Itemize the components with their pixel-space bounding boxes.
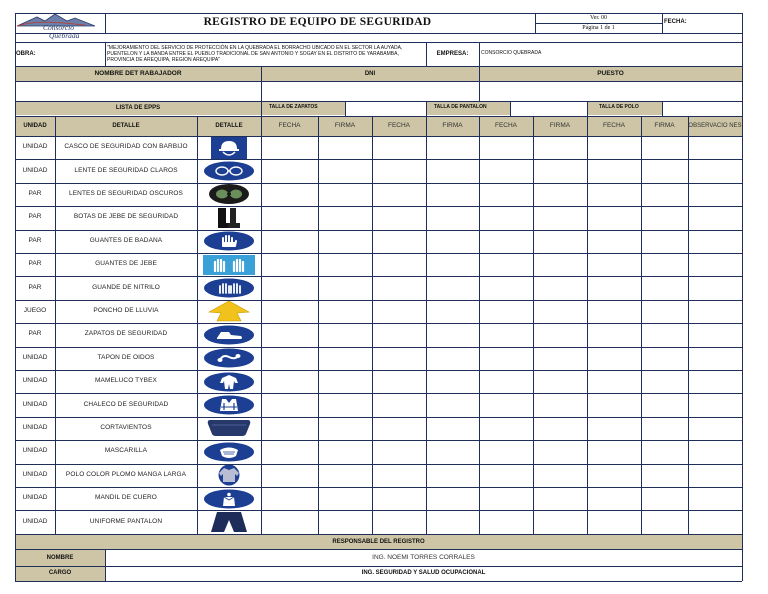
fecha-field[interactable] <box>587 300 641 323</box>
fecha-field[interactable] <box>587 370 641 393</box>
fecha-field[interactable] <box>372 276 426 299</box>
column-header: FIRMA <box>334 121 356 129</box>
column-header: FIRMA <box>654 121 675 129</box>
unit-cell: JUEGO <box>23 307 47 315</box>
unit-cell: UNIDAD <box>22 494 48 502</box>
grid-line <box>587 116 588 535</box>
detail-cell: POLO COLOR PLOMO MANGA LARGA <box>65 470 187 478</box>
firma-field[interactable] <box>533 440 587 463</box>
fecha-label: FECHA: <box>664 19 687 26</box>
fecha-field[interactable] <box>587 510 641 533</box>
footer-nombre-label: NOMBRE <box>46 554 74 561</box>
fecha-field[interactable] <box>479 347 533 370</box>
fecha-field[interactable] <box>261 487 318 510</box>
fecha-field[interactable] <box>479 440 533 463</box>
fecha-field[interactable] <box>479 230 533 253</box>
grid-line <box>15 534 742 535</box>
firma-field[interactable] <box>426 276 479 299</box>
grid-line <box>426 42 427 66</box>
firma-field[interactable] <box>641 230 688 253</box>
fecha-field[interactable] <box>479 159 533 182</box>
observaciones-field[interactable] <box>688 393 742 416</box>
detail-cell: MAMELUCO TYBEX <box>95 377 157 385</box>
firma-field[interactable] <box>641 183 688 206</box>
unit-cell: PAR <box>28 283 42 291</box>
fecha-field[interactable] <box>479 323 533 346</box>
grid-line <box>15 183 742 184</box>
grid-line <box>15 136 742 137</box>
detail-cell: MANDIL DE CUERO <box>95 494 157 502</box>
unit-cell: PAR <box>28 213 42 221</box>
fecha-field[interactable] <box>372 464 426 487</box>
fecha-field[interactable] <box>261 440 318 463</box>
firma-field[interactable] <box>426 183 479 206</box>
firma-field[interactable] <box>426 393 479 416</box>
grid-line <box>318 116 319 535</box>
unit-cell: UNIDAD <box>22 470 48 478</box>
fecha-field[interactable] <box>587 347 641 370</box>
observaciones-field[interactable] <box>688 417 742 440</box>
fecha-field[interactable] <box>261 276 318 299</box>
fecha-field[interactable] <box>261 159 318 182</box>
grid-line <box>662 101 663 116</box>
grid-line <box>15 370 742 371</box>
grid-line <box>426 101 427 116</box>
fecha-field[interactable] <box>372 253 426 276</box>
firma-field[interactable] <box>318 440 372 463</box>
fecha-field[interactable] <box>479 417 533 440</box>
firma-field[interactable] <box>641 206 688 229</box>
unit-cell: UNIDAD <box>22 353 48 361</box>
observaciones-field[interactable] <box>688 347 742 370</box>
observaciones-field[interactable] <box>688 253 742 276</box>
unit-cell: PAR <box>28 330 42 338</box>
firma-field[interactable] <box>641 464 688 487</box>
detail-cell: CHALECO DE SEGURIDAD <box>83 400 169 408</box>
firma-field[interactable] <box>318 136 372 159</box>
fecha-field[interactable] <box>372 417 426 440</box>
page-text: Página 1 de 1 <box>582 24 615 31</box>
firma-field[interactable] <box>426 487 479 510</box>
grid-line <box>15 510 742 511</box>
observaciones-field[interactable] <box>688 300 742 323</box>
helmet-icon <box>197 136 261 159</box>
grid-line <box>510 101 511 116</box>
fecha-field[interactable] <box>261 417 318 440</box>
long-sleeve-shirt-icon <box>197 464 261 487</box>
dni-label: DNI <box>364 70 376 77</box>
firma-field[interactable] <box>426 464 479 487</box>
column-header: FIRMA <box>549 121 571 129</box>
fecha-field[interactable] <box>479 487 533 510</box>
leather-apron-icon <box>197 487 261 510</box>
footer-cargo-label: CARGO <box>48 570 72 577</box>
detail-cell: LENTES DE SEGURIDAD OSCUROS <box>69 190 183 198</box>
firma-field[interactable] <box>533 393 587 416</box>
grid-line <box>15 116 742 117</box>
grid-line <box>15 81 742 82</box>
grid-line <box>641 116 642 535</box>
empresa-label: EMPRESA: <box>436 50 469 57</box>
detail-cell: GUANTES DE BADANA <box>89 236 163 244</box>
column-header: FECHA <box>278 121 301 129</box>
firma-field[interactable] <box>533 230 587 253</box>
grid-line <box>15 487 742 488</box>
grid-line <box>261 67 262 101</box>
fecha-field[interactable] <box>479 183 533 206</box>
fecha-field[interactable] <box>587 136 641 159</box>
lista-epps-label: LISTA DE EPPS <box>115 104 161 111</box>
grid-line <box>479 67 480 101</box>
fecha-field[interactable] <box>479 300 533 323</box>
nombre-trabajador-label: NOMBRE DET RABAJADOR <box>94 69 182 77</box>
rubber-boots-icon <box>197 206 261 229</box>
grid-line <box>345 101 346 116</box>
earplug-icon <box>197 347 261 370</box>
firma-field[interactable] <box>426 253 479 276</box>
vest-icon <box>197 393 261 416</box>
firma-field[interactable] <box>426 159 479 182</box>
grid-line <box>535 13 536 33</box>
firma-field[interactable] <box>533 183 587 206</box>
firma-field[interactable] <box>318 300 372 323</box>
grid-line <box>15 566 742 567</box>
grid-line <box>535 23 662 24</box>
nitrile-gloves-icon <box>197 276 261 299</box>
unit-cell: UNIDAD <box>22 517 48 525</box>
firma-field[interactable] <box>533 347 587 370</box>
rubber-gloves-icon <box>197 253 261 276</box>
logo-line2: Quebrada <box>49 31 80 40</box>
firma-field[interactable] <box>641 276 688 299</box>
fecha-field[interactable] <box>587 440 641 463</box>
firma-field[interactable] <box>533 417 587 440</box>
footer-nombre-value: ING. NOEMI TORRES CORRALES <box>372 553 475 561</box>
grid-line <box>105 549 106 581</box>
grid-line <box>15 549 742 550</box>
firma-field[interactable] <box>426 323 479 346</box>
firma-field[interactable] <box>641 323 688 346</box>
firma-field[interactable] <box>318 230 372 253</box>
detail-cell: ZAPATOS DE SEGURIDAD <box>84 330 168 338</box>
firma-field[interactable] <box>318 417 372 440</box>
detail-cell: CORTAVIENTOS <box>100 424 152 432</box>
fecha-field[interactable] <box>372 347 426 370</box>
firma-field[interactable] <box>318 347 372 370</box>
company-logo <box>15 13 107 41</box>
firma-field[interactable] <box>533 136 587 159</box>
observaciones-field[interactable] <box>688 510 742 533</box>
grid-line <box>15 13 742 14</box>
grid-line <box>15 206 742 207</box>
grid-line <box>261 116 262 535</box>
fecha-field[interactable] <box>372 183 426 206</box>
fecha-field[interactable] <box>479 393 533 416</box>
fecha-field[interactable] <box>587 183 641 206</box>
firma-field[interactable] <box>641 300 688 323</box>
grid-line <box>479 116 480 535</box>
firma-field[interactable] <box>641 487 688 510</box>
fecha-field[interactable] <box>587 417 641 440</box>
grid-line <box>15 581 742 582</box>
fecha-field[interactable] <box>479 510 533 533</box>
firma-field[interactable] <box>426 440 479 463</box>
firma-field[interactable] <box>533 253 587 276</box>
grid-line <box>15 323 742 324</box>
grid-line <box>15 347 742 348</box>
observaciones-field[interactable] <box>688 323 742 346</box>
footer-cargo-value: ING. SEGURIDAD Y SALUD OCUPACIONAL <box>361 570 486 577</box>
clear-goggles-icon <box>197 159 261 182</box>
fecha-field[interactable] <box>261 464 318 487</box>
fecha-field[interactable] <box>372 230 426 253</box>
fecha-field[interactable] <box>587 206 641 229</box>
coverall-icon <box>197 370 261 393</box>
grid-line <box>15 101 742 102</box>
firma-field[interactable] <box>533 276 587 299</box>
detail-cell: PONCHO DE LLUVIA <box>93 307 159 315</box>
grid-line <box>587 101 588 116</box>
firma-field[interactable] <box>318 487 372 510</box>
fecha-field[interactable] <box>372 159 426 182</box>
column-header: DETALLE <box>112 122 140 129</box>
firma-field[interactable] <box>318 370 372 393</box>
grid-line <box>15 159 742 160</box>
firma-field[interactable] <box>426 206 479 229</box>
obra-description: "MEJORAMIENTO DEL SERVICIO DE PROTECCIÓN EN LA QUEBRADA EL BORRACHO UBICADO EN EL SECTOR LA AUYADA, PUENTELON Y LA BANDA ENTRE EL PUEBLO TRADICIONAL DE SAN ANTONIO Y SOGAY EN EL DISTRITO DE YARABAMBA, PROVINCIA DE AREQUIPA, REGION AREQUIPA" <box>107 44 403 64</box>
grid-line <box>105 13 106 33</box>
firma-field[interactable] <box>426 510 479 533</box>
fecha-field[interactable] <box>372 206 426 229</box>
fecha-field[interactable] <box>587 393 641 416</box>
grid-line <box>688 116 689 535</box>
firma-field[interactable] <box>318 393 372 416</box>
puesto-label: PUESTO <box>597 69 624 77</box>
grid-line <box>15 42 742 43</box>
grid-line <box>372 116 373 535</box>
grid-line <box>15 393 742 394</box>
grid-line <box>15 464 742 465</box>
firma-field[interactable] <box>318 159 372 182</box>
grid-line <box>15 253 742 254</box>
firma-field[interactable] <box>318 276 372 299</box>
dark-goggles-icon <box>197 183 261 206</box>
column-header: DETALLE <box>215 122 243 129</box>
leather-gloves-icon <box>197 230 261 253</box>
safety-shoe-icon <box>197 323 261 346</box>
firma-field[interactable] <box>318 464 372 487</box>
firma-field[interactable] <box>641 136 688 159</box>
rain-poncho-icon <box>197 300 261 323</box>
column-header: FECHA <box>494 121 518 129</box>
column-header: FIRMA <box>442 121 463 129</box>
fecha-field[interactable] <box>261 510 318 533</box>
fecha-field[interactable] <box>261 183 318 206</box>
detail-cell: BOTAS DE JEBE DE SEGURIDAD <box>73 213 179 221</box>
firma-field[interactable] <box>533 206 587 229</box>
grid-line <box>15 276 742 277</box>
unit-cell: PAR <box>28 190 42 198</box>
fecha-field[interactable] <box>479 370 533 393</box>
obra-label: OBRA: <box>16 50 36 57</box>
unit-cell: PAR <box>28 260 42 268</box>
firma-field[interactable] <box>641 417 688 440</box>
fecha-field[interactable] <box>261 393 318 416</box>
firma-field[interactable] <box>318 206 372 229</box>
fecha-field[interactable] <box>479 276 533 299</box>
fecha-field[interactable] <box>372 440 426 463</box>
detail-cell: GUANDE DE NITRILO <box>92 283 160 291</box>
observaciones-field[interactable] <box>688 136 742 159</box>
firma-field[interactable] <box>318 510 372 533</box>
fecha-field[interactable] <box>261 230 318 253</box>
fecha-field[interactable] <box>372 300 426 323</box>
fecha-field[interactable] <box>479 253 533 276</box>
detail-cell: TAPON DE OIDOS <box>97 353 155 361</box>
firma-field[interactable] <box>426 136 479 159</box>
observaciones-field[interactable] <box>688 370 742 393</box>
fecha-field[interactable] <box>479 136 533 159</box>
fecha-field[interactable] <box>261 347 318 370</box>
fecha-field[interactable] <box>479 464 533 487</box>
unit-cell: UNIDAD <box>22 166 48 174</box>
fecha-field[interactable] <box>587 464 641 487</box>
fecha-field[interactable] <box>261 300 318 323</box>
grid-line <box>15 440 742 441</box>
fecha-field[interactable] <box>372 370 426 393</box>
detail-cell: CASCO DE SEGURIDAD CON BARBIJO <box>64 143 188 151</box>
detail-cell: UNIFORME PANTALON <box>89 517 163 525</box>
form-title: REGISTRO DE EQUIPO DE SEGURIDAD <box>203 16 432 29</box>
observaciones-field[interactable] <box>688 464 742 487</box>
fecha-field[interactable] <box>372 323 426 346</box>
observaciones-field[interactable] <box>688 183 742 206</box>
grid-line <box>15 33 742 34</box>
grid-line <box>15 230 742 231</box>
grid-line <box>742 13 743 581</box>
fecha-field[interactable] <box>587 159 641 182</box>
detail-cell: MASCARILLA <box>104 447 148 455</box>
firma-field[interactable] <box>641 393 688 416</box>
pants-icon <box>197 510 261 533</box>
grid-line <box>15 13 16 581</box>
column-header: UNIDAD <box>23 122 47 129</box>
fecha-field[interactable] <box>587 276 641 299</box>
responsable-label: RESPONSABLE DEL REGISTRO <box>332 538 425 545</box>
fecha-field[interactable] <box>261 370 318 393</box>
detail-cell: LENTE DE SEGURIDAD CLAROS <box>74 166 178 174</box>
grid-line <box>55 116 56 535</box>
talla-polo-label: TALLA DE POLO <box>599 104 639 111</box>
talla-zapatos-label: TALLA DE ZAPATOS <box>269 104 318 111</box>
grid-line <box>261 101 262 116</box>
fecha-field[interactable] <box>587 323 641 346</box>
windbreaker-icon <box>197 417 261 440</box>
firma-field[interactable] <box>641 510 688 533</box>
fecha-field[interactable] <box>372 510 426 533</box>
firma-field[interactable] <box>641 440 688 463</box>
empresa-value: CONSORCIO QUEBRADA <box>481 50 542 57</box>
firma-field[interactable] <box>426 230 479 253</box>
column-header: FECHA <box>387 121 411 129</box>
firma-field[interactable] <box>533 159 587 182</box>
observaciones-field[interactable] <box>688 487 742 510</box>
observaciones-field[interactable] <box>688 276 742 299</box>
firma-field[interactable] <box>641 253 688 276</box>
version-text: Ver. 00 <box>590 14 607 21</box>
observaciones-field[interactable] <box>688 159 742 182</box>
firma-field[interactable] <box>318 183 372 206</box>
unit-cell: UNIDAD <box>22 447 48 455</box>
firma-field[interactable] <box>533 464 587 487</box>
grid-line <box>479 42 480 66</box>
fecha-field[interactable] <box>372 487 426 510</box>
fecha-field[interactable] <box>587 230 641 253</box>
grid-line <box>105 42 106 66</box>
grid-line <box>15 417 742 418</box>
firma-field[interactable] <box>426 347 479 370</box>
firma-field[interactable] <box>318 323 372 346</box>
unit-cell: UNIDAD <box>22 143 48 151</box>
grid-line <box>426 116 427 535</box>
detail-cell: GUANTES DE JEBE <box>95 260 157 268</box>
column-header: OBSERVACIO NES <box>688 122 742 129</box>
firma-field[interactable] <box>533 510 587 533</box>
grid-line <box>662 13 663 33</box>
firma-field[interactable] <box>426 300 479 323</box>
firma-field[interactable] <box>533 487 587 510</box>
talla-pantalon-label: TALLA DE PANTALON <box>434 104 487 111</box>
fecha-field[interactable] <box>479 206 533 229</box>
firma-field[interactable] <box>426 417 479 440</box>
grid-line <box>15 66 742 67</box>
fecha-field[interactable] <box>261 323 318 346</box>
grid-line <box>197 116 198 535</box>
firma-field[interactable] <box>641 370 688 393</box>
grid-line <box>533 116 534 535</box>
observaciones-field[interactable] <box>688 206 742 229</box>
logo-line1: Consorcio <box>43 23 74 32</box>
fecha-field[interactable] <box>261 136 318 159</box>
firma-field[interactable] <box>641 159 688 182</box>
column-header: FECHA <box>602 121 626 129</box>
fecha-field[interactable] <box>587 487 641 510</box>
unit-cell: UNIDAD <box>22 424 48 432</box>
firma-field[interactable] <box>641 347 688 370</box>
fecha-field[interactable] <box>261 253 318 276</box>
unit-cell: UNIDAD <box>22 400 48 408</box>
unit-cell: UNIDAD <box>22 377 48 385</box>
observaciones-field[interactable] <box>688 440 742 463</box>
fecha-field[interactable] <box>372 136 426 159</box>
firma-field[interactable] <box>533 300 587 323</box>
firma-field[interactable] <box>426 370 479 393</box>
observaciones-field[interactable] <box>688 230 742 253</box>
unit-cell: PAR <box>28 236 42 244</box>
grid-line <box>15 300 742 301</box>
firma-field[interactable] <box>318 253 372 276</box>
mask-icon <box>197 440 261 463</box>
fecha-field[interactable] <box>261 206 318 229</box>
firma-field[interactable] <box>533 323 587 346</box>
firma-field[interactable] <box>533 370 587 393</box>
fecha-field[interactable] <box>372 393 426 416</box>
fecha-field[interactable] <box>587 253 641 276</box>
